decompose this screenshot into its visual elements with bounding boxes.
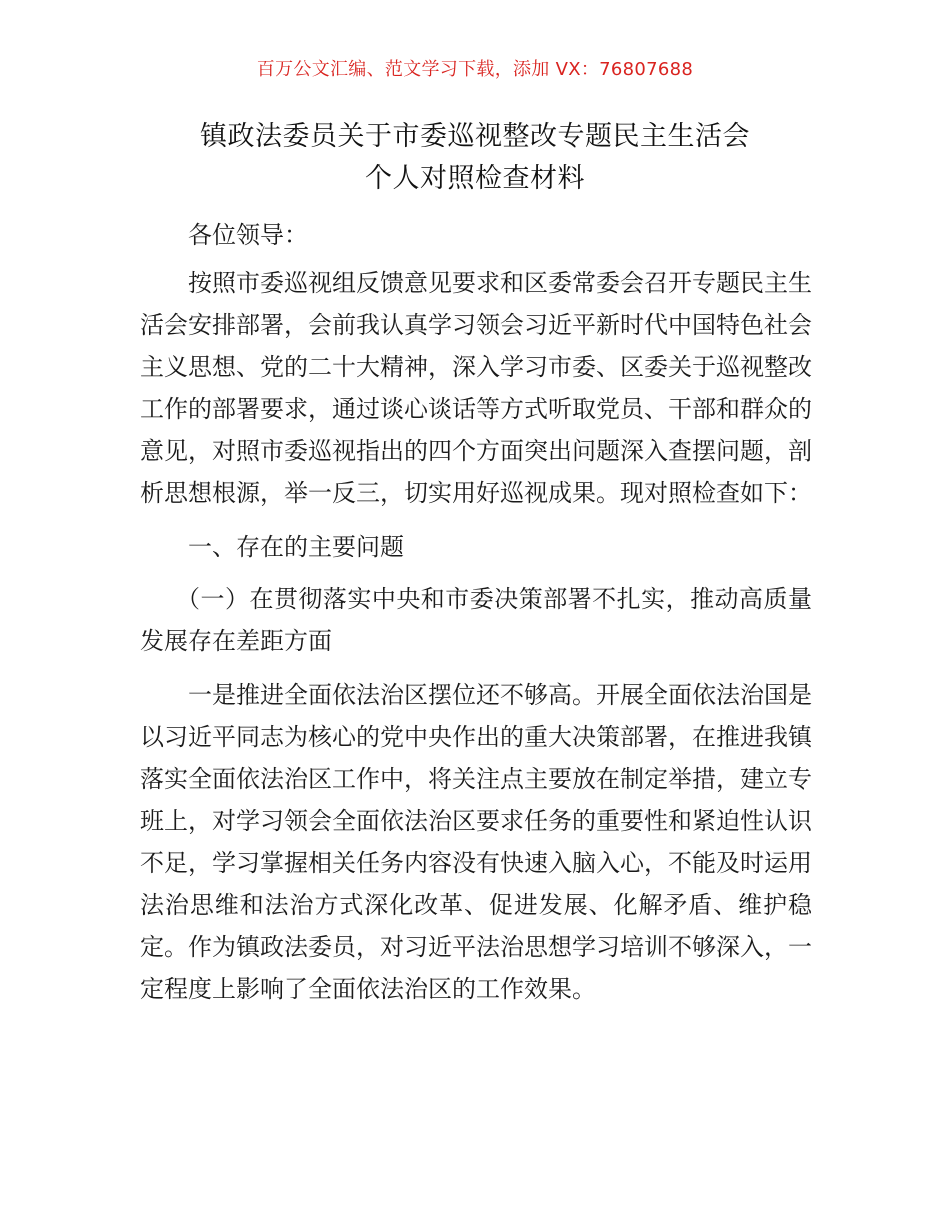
intro-paragraph: 按照市委巡视组反馈意见要求和区委常委会召开专题民主生活会安排部署，会前我认真学习领会习近平新时代中国特色社会主义思想、党的二十大精神，深入学习市委、区委关于巡视整改工作的部署要求，通过谈心谈话等方式听取党员、干部和群众的意见，对照市委巡视指出的四个方面突出问题深入查摆问题，剖析思想根源，举一反三，切实用好巡视成果。现对照检查如下： bbox=[140, 269, 812, 507]
document-title bbox=[100, 116, 850, 200]
title-line-1: 镇政法委员关于市委巡视整改专题民主生活会 bbox=[200, 121, 750, 152]
section-heading: 一、存在的主要问题 bbox=[188, 533, 404, 561]
salutation: 各位领导： bbox=[188, 221, 308, 249]
header-banner: 百万公文汇编、范文学习下载，添加 VX：76807688 bbox=[256, 59, 694, 80]
point-paragraph: 一是推进全面依法治区摆位还不够高。开展全面依法治国是以习近平同志为核心的党中央作出的重大决策部署，在推进我镇落实全面依法治区工作中，将关注点主要放在制定举措，建立专班上，对学习领会全面依法治区要求任务的重要性和紧迫性认识不足，学习掌握相关任务内容没有快速入脑入心，不能及时运用法治思维和法治方式深化改革、促进发展、化解矛盾、维护稳定。作为镇政法委员，对习近平法治思想学习培训不够深入，一定程度上影响了全面依法治区的工作效果。 bbox=[140, 681, 812, 1003]
subsection-heading: （一）在贯彻落实中央和市委决策部署不扎实，推动高质量发展存在差距方面 bbox=[140, 585, 812, 655]
document-body bbox=[140, 214, 812, 1022]
title-line-2: 个人对照检查材料 bbox=[365, 163, 585, 194]
